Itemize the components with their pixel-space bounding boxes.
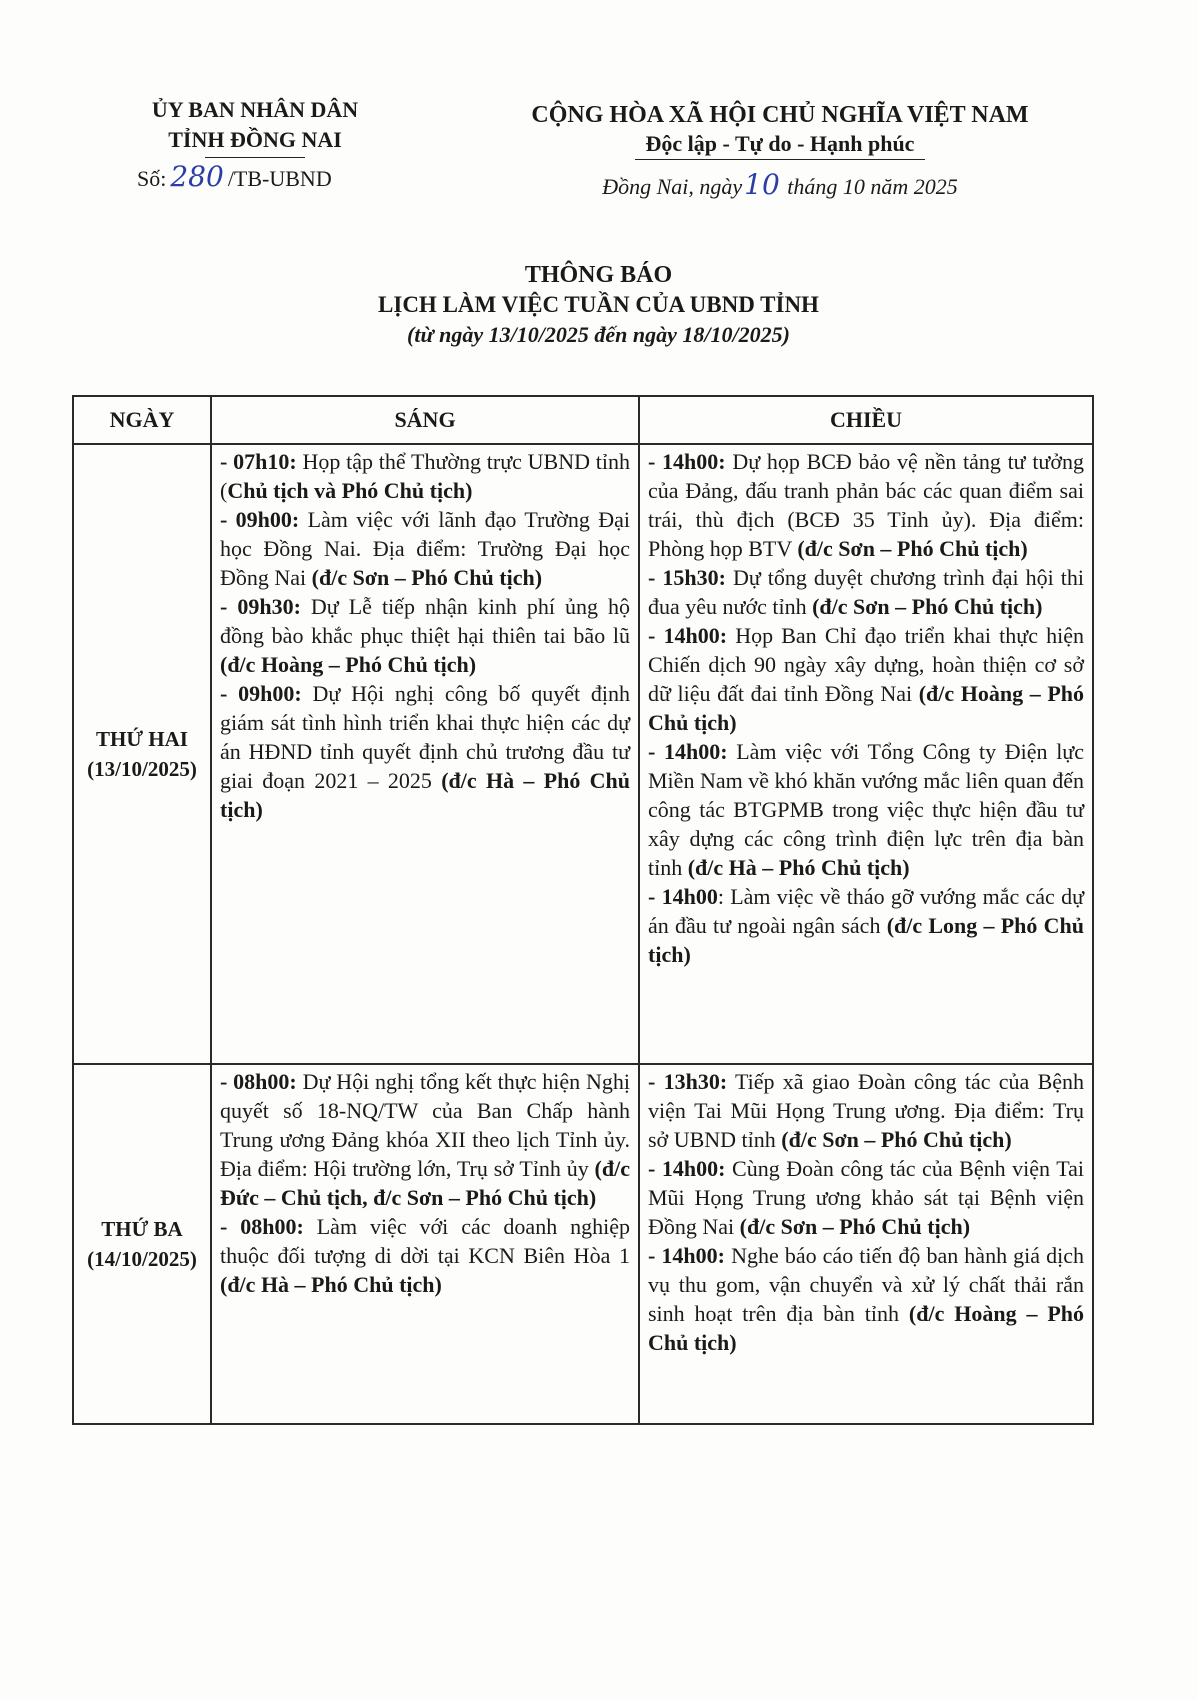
entry-time: - 08h00: <box>220 1069 297 1094</box>
entry-who: (đ/c Hà – Phó Chủ tịch) <box>687 855 910 880</box>
title-line-1: THÔNG BÁO <box>524 262 673 288</box>
national-header-block <box>470 100 1090 201</box>
national-motto: Độc lập - Tự do - Hạnh phúc <box>645 131 915 156</box>
header-day: NGÀY <box>73 396 211 444</box>
entry-text: : Làm việc về tháo gỡ vướng mắc các dự án đầu tư ngoài ngân sách <box>648 884 1085 938</box>
entry-who: (đ/c Sơn – Phó Chủ tịch) <box>311 565 543 590</box>
entry-who: (đ/c Long – Phó Chủ tịch) <box>648 913 1084 967</box>
entry-text: Dự tổng duyệt chương trình đại hội thi đua yêu nước tỉnh <box>648 565 1085 619</box>
entry-time: - 07h10: <box>220 449 297 474</box>
afternoon-cell <box>639 444 1093 1064</box>
agency-line-2: TỈNH ĐỒNG NAI <box>168 127 342 152</box>
entry-who: (đ/c Hoàng – Phó Chủ tịch) <box>220 652 477 677</box>
schedule-entry <box>220 505 630 592</box>
national-name: CỘNG HÒA XÃ HỘI CHỦ NGHĨA VIỆT NAM <box>531 102 1029 128</box>
header-afternoon: CHIỀU <box>639 396 1093 444</box>
entry-time: - 13h30: <box>648 1069 728 1094</box>
day-date: (14/10/2025) <box>87 1247 197 1271</box>
entry-text: Nghe báo cáo tiến độ ban hành giá dịch vụ thu gom, vận chuyển và xử lý chất thải rắn sinh hoạt trên địa bàn tỉnh <box>648 1243 1085 1326</box>
schedule-entry <box>648 1241 1084 1357</box>
schedule-entry <box>648 882 1084 969</box>
entry-text: Tiếp xã giao Đoàn công tác của Bệnh viện Tai Mũi Họng Trung ương. Địa điểm: Trụ sở UBND tỉnh <box>648 1069 1085 1152</box>
entry-text: Dự họp BCĐ bảo vệ nền tảng tư tưởng của Đảng, đấu tranh phản bác các quan điểm sai trái, thù địch (BCĐ 35 Tỉnh ủy). Địa điểm: Phòng họp BTV <box>648 449 1084 561</box>
entry-text: Làm việc với lãnh đạo Trường Đại học Đồng Nai. Địa điểm: Trường Đại học Đồng Nai <box>220 507 630 590</box>
header-morning: SÁNG <box>211 396 639 444</box>
agency-underline <box>205 157 305 158</box>
entry-time: - 14h00: <box>648 739 728 764</box>
schedule-entry <box>220 1067 630 1212</box>
entry-who: (đ/c Sơn – Phó Chủ tịch) <box>812 594 1043 619</box>
entry-text: Làm việc với Tổng Công ty Điện lực Miền Nam về khó khăn vướng mắc liên quan đến công tác BTGPMB trong việc thực hiện đầu tư xây dựng các công trình điện lực trên địa bàn tỉnh <box>648 739 1084 880</box>
entry-time: - 14h00 <box>648 884 718 909</box>
schedule-entry <box>220 592 630 679</box>
schedule-body <box>73 444 1093 1424</box>
afternoon-cell <box>639 1064 1093 1424</box>
entry-text: Cùng Đoàn công tác của Bệnh viện Tai Mũi Họng Trung ương khảo sát tại Bệnh viện Đồng Nai <box>648 1156 1084 1239</box>
entry-who: (đ/c Đức – Chủ tịch, đ/c Sơn – Phó Chủ tịch) <box>220 1156 630 1210</box>
entry-time: - 09h00: <box>220 681 302 706</box>
entry-time: - 14h00: <box>648 623 728 648</box>
table-header-row <box>73 396 1093 444</box>
entry-text: Họp tập thể Thường trực UBND tỉnh ( <box>220 449 631 503</box>
table-row <box>73 1064 1093 1424</box>
schedule-entry <box>648 447 1084 563</box>
weekly-schedule-table <box>72 395 1094 1425</box>
place-date-prefix: Đồng Nai, ngày <box>602 174 743 199</box>
agency-line-1: ỦY BAN NHÂN DÂN <box>151 97 359 122</box>
entry-who: (đ/c Sơn – Phó Chủ tịch) <box>739 1214 971 1239</box>
day-handwritten: 10 <box>744 168 780 201</box>
entry-who: Chủ tịch và Phó Chủ tịch) <box>227 478 473 503</box>
entry-who: (đ/c Hà – Phó Chủ tịch) <box>220 768 630 822</box>
schedule-entry <box>220 679 630 824</box>
schedule-entry <box>220 1212 630 1299</box>
entry-who: (đ/c Sơn – Phó Chủ tịch) <box>781 1127 1012 1152</box>
entry-time: - 09h30: <box>220 594 301 619</box>
place-date-suffix: tháng 10 năm 2025 <box>787 174 958 199</box>
entry-text: Làm việc với các doanh nghiệp thuộc đối tượng di dời tại KCN Biên Hòa 1 <box>220 1214 630 1268</box>
day-date: (13/10/2025) <box>87 757 197 781</box>
entry-who: (đ/c Sơn – Phó Chủ tịch) <box>797 536 1028 561</box>
entry-text: Dự Hội nghị công bố quyết định giám sát tình hình triển khai thực hiện các dự án HĐND tỉnh quyết định chủ trương đầu tư giai đoạn 2021 – 2025 <box>220 681 630 793</box>
day-cell <box>73 1064 211 1424</box>
entry-who: (đ/c Hoàng – Phó Chủ tịch) <box>648 1301 1085 1355</box>
title-date-range: (từ ngày 13/10/2025 đến ngày 18/10/2025) <box>407 322 790 347</box>
schedule-entry <box>648 1154 1084 1241</box>
schedule-entry <box>648 563 1084 621</box>
doc-number-handwritten: 280 <box>170 160 224 193</box>
document-title <box>0 260 1197 350</box>
entry-text: Dự Hội nghị tổng kết thực hiện Nghị quyết số 18-NQ/TW của Ban Chấp hành Trung ương Đảng khóa XII theo lịch Tỉnh ủy. Địa điểm: Hội trường lớn, Trụ sở Tỉnh ủy <box>220 1069 631 1181</box>
table-row <box>73 444 1093 1064</box>
day-cell <box>73 444 211 1064</box>
day-name: THỨ BA <box>101 1217 183 1241</box>
schedule-entry <box>648 737 1084 882</box>
schedule-entry <box>220 447 630 505</box>
day-name: THỨ HAI <box>96 727 188 751</box>
issuing-agency-block <box>115 95 395 194</box>
schedule-entry <box>648 621 1084 737</box>
doc-number-suffix: /TB-UBND <box>227 166 332 191</box>
entry-time: - 15h30: <box>648 565 726 590</box>
entry-time: - 08h00: <box>220 1214 304 1239</box>
entry-text: Họp Ban Chỉ đạo triển khai thực hiện Chiến dịch 90 ngày xây dựng, hoàn thiện cơ sở dữ liệu đất đai tỉnh Đồng Nai <box>648 623 1085 706</box>
entry-who: (đ/c Hoàng – Phó Chủ tịch) <box>648 681 1084 735</box>
entry-text: Dự Lễ tiếp nhận kinh phí ủng hộ đồng bào khắc phục thiệt hại thiên tai bão lũ <box>220 594 630 648</box>
title-line-2: LỊCH LÀM VIỆC TUẦN CỦA UBND TỈNH <box>378 292 819 317</box>
schedule-entry <box>648 1067 1084 1154</box>
motto-underline <box>635 159 925 160</box>
place-and-date <box>470 168 1090 201</box>
entry-time: - 14h00: <box>648 1156 726 1181</box>
document-number <box>115 162 395 194</box>
entry-time: - 09h00: <box>220 507 300 532</box>
doc-number-prefix: Số: <box>137 166 167 191</box>
entry-who: (đ/c Hà – Phó Chủ tịch) <box>220 1272 442 1297</box>
morning-cell <box>211 444 639 1064</box>
entry-time: - 14h00: <box>648 449 726 474</box>
entry-time: - 14h00: <box>648 1243 725 1268</box>
morning-cell <box>211 1064 639 1424</box>
